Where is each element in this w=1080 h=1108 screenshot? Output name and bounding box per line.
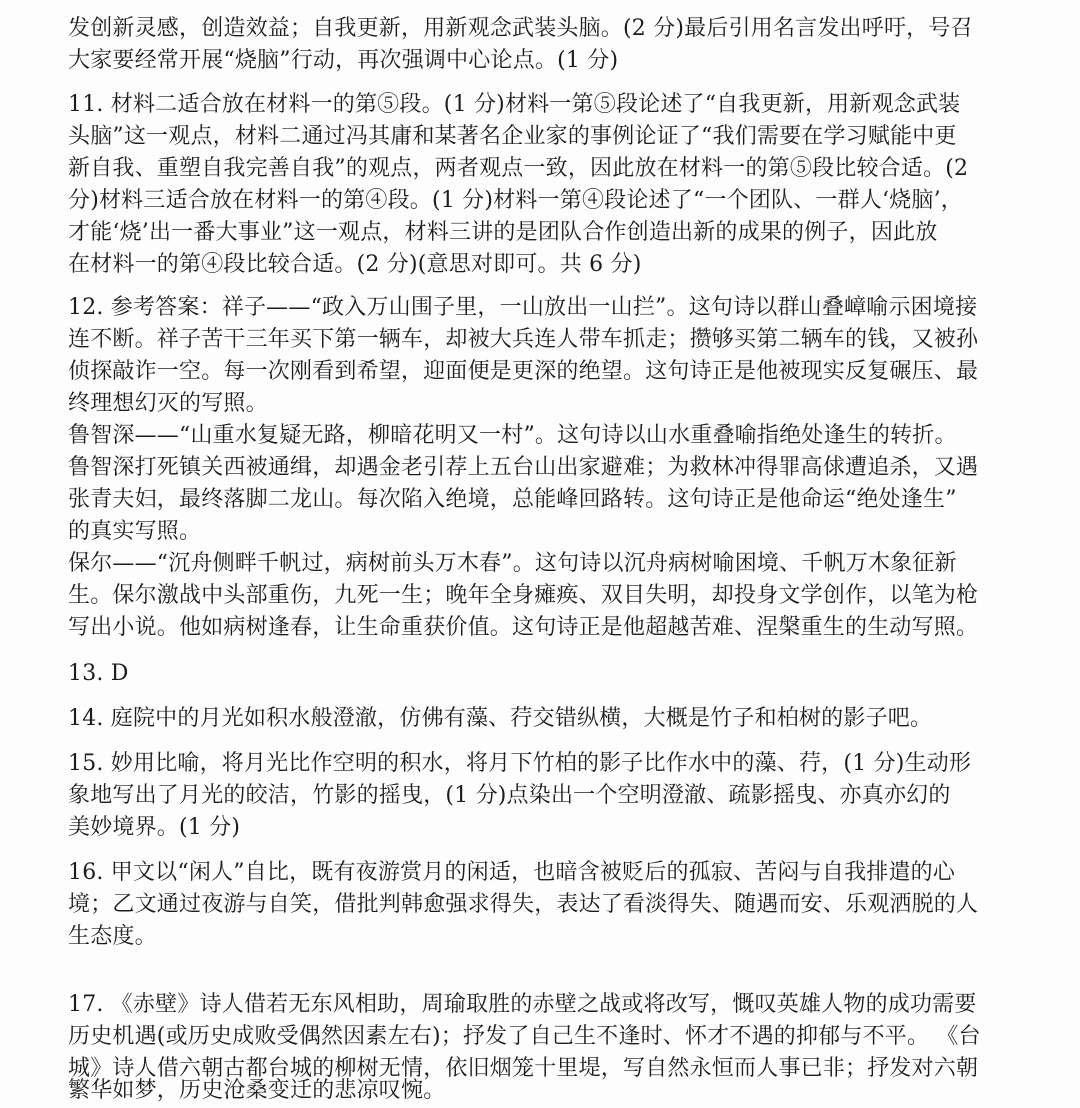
text-line: 侦探敲诈一空。每一次刚看到希望，迎面便是更深的绝望。这句诗正是他被现实反复碾压、最 bbox=[68, 359, 979, 384]
text-line: 象地写出了月光的皎洁，竹影的摇曳，(1 分)点染出一个空明澄澈、疏影摇曳、亦真亦幻的 bbox=[68, 783, 951, 808]
text-line: 鲁智深——“山重水复疑无路，柳暗花明又一村”。这句诗以山水重叠喻指绝处逢生的转折。 bbox=[68, 423, 957, 448]
text-line: 15. 妙用比喻，将月光比作空明的积水，将月下竹柏的影子比作水中的藻、荇，(1 分)生动形 bbox=[68, 751, 972, 776]
text-line: 13. D bbox=[68, 661, 129, 686]
text-line: 在材料一的第④段比较合适。(2 分)(意思对即可。共 6 分) bbox=[68, 252, 642, 277]
text-line: 生态度。 bbox=[68, 924, 157, 949]
text-line: 发创新灵感，创造效益；自我更新，用新观念武装头脑。(2 分)最后引用名言发出呼吁，号召 bbox=[68, 16, 973, 41]
text-line: 11. 材料二适合放在材料一的第⑤段。(1 分)材料一第⑤段论述了“自我更新，用新观念武装 bbox=[68, 92, 961, 117]
text-line: 繁华如梦，历史沧桑变迁的悲凉叹惋。 bbox=[68, 1078, 446, 1103]
text-line: 历史机遇(或历史成败受偶然因素左右)；抒发了自己生不逢时、怀才不遇的抑郁与不平。 《台 bbox=[68, 1024, 981, 1049]
text-line: 美妙境界。(1 分) bbox=[68, 815, 241, 840]
text-line: 境；乙文通过夜游与自笑，借批判韩愈强求得失，表达了看淡得失、随遇而安、乐观洒脱的人 bbox=[68, 892, 979, 917]
text-line: 17. 《赤壁》诗人借若无东风相助，周瑜取胜的赤壁之战或将改写，慨叹英雄人物的成功需要 bbox=[68, 992, 977, 1017]
text-line: 张青夫妇，最终落脚二龙山。每次陷入绝境，总能峰回路转。这句诗正是他命运“绝处逢生” bbox=[68, 487, 957, 512]
text-line: 城》诗人借六朝古都台城的柳树无情，依旧烟笼十里堤，写自然永恒而人事已非；抒发对六朝 bbox=[68, 1056, 979, 1081]
text-line: 分)材料三适合放在材料一的第④段。(1 分)材料一第④段论述了“一个团队、一群人‘烧脑’， bbox=[68, 188, 963, 213]
text-line: 保尔——“沉舟侧畔千帆过，病树前头万木春”。这句诗以沉舟病树喻困境、千帆万木象征新 bbox=[68, 551, 957, 576]
text-line: 生。保尔激战中头部重伤，九死一生；晚年全身瘫痪、双目失明，却投身文学创作，以笔为枪 bbox=[68, 583, 979, 608]
text-line: 16. 甲文以“闲人”自比，既有夜游赏月的闲适，也暗含被贬后的孤寂、苦闷与自我排遣的心 bbox=[68, 860, 956, 885]
text-line: 12. 参考答案：祥子——“政入万山围子里，一山放出一山拦”。这句诗以群山叠嶂喻示困境接 bbox=[68, 295, 978, 320]
text-line: 鲁智深打死镇关西被通缉，却遇金老引荐上五台山出家避难；为救林冲得罪高俅遭追杀，又遇 bbox=[68, 455, 979, 480]
text-line: 终理想幻灭的写照。 bbox=[68, 391, 268, 416]
text-line: 连不断。祥子苦干三年买下第一辆车，却被大兵连人带车抓走；攒够买第二辆车的钱，又被孙 bbox=[68, 327, 979, 352]
text-line: 写出小说。他如病树逢春，让生命重获价值。这句诗正是他超越苦难、涅槃重生的生动写照。 bbox=[68, 615, 979, 640]
text-line: 头脑”这一观点，材料二通过冯其庸和某著名企业家的事例论证了“我们需要在学习赋能中更 bbox=[68, 124, 957, 149]
text-line: 才能‘烧’出一番大事业”这一观点，材料三讲的是团队合作创造出新的成果的例子，因此放 bbox=[68, 220, 938, 245]
text-line: 的真实写照。 bbox=[68, 519, 202, 544]
text-line: 新自我、重塑自我完善自我”的观点，两者观点一致，因此放在材料一的第⑤段比较合适。(2 bbox=[68, 156, 969, 181]
text-line: 大家要经常开展“烧脑”行动，再次强调中心论点。(1 分) bbox=[68, 48, 619, 73]
text-line: 14. 庭院中的月光如积水般澄澈，仿佛有藻、荇交错纵横，大概是竹子和柏树的影子吧。 bbox=[68, 706, 933, 731]
